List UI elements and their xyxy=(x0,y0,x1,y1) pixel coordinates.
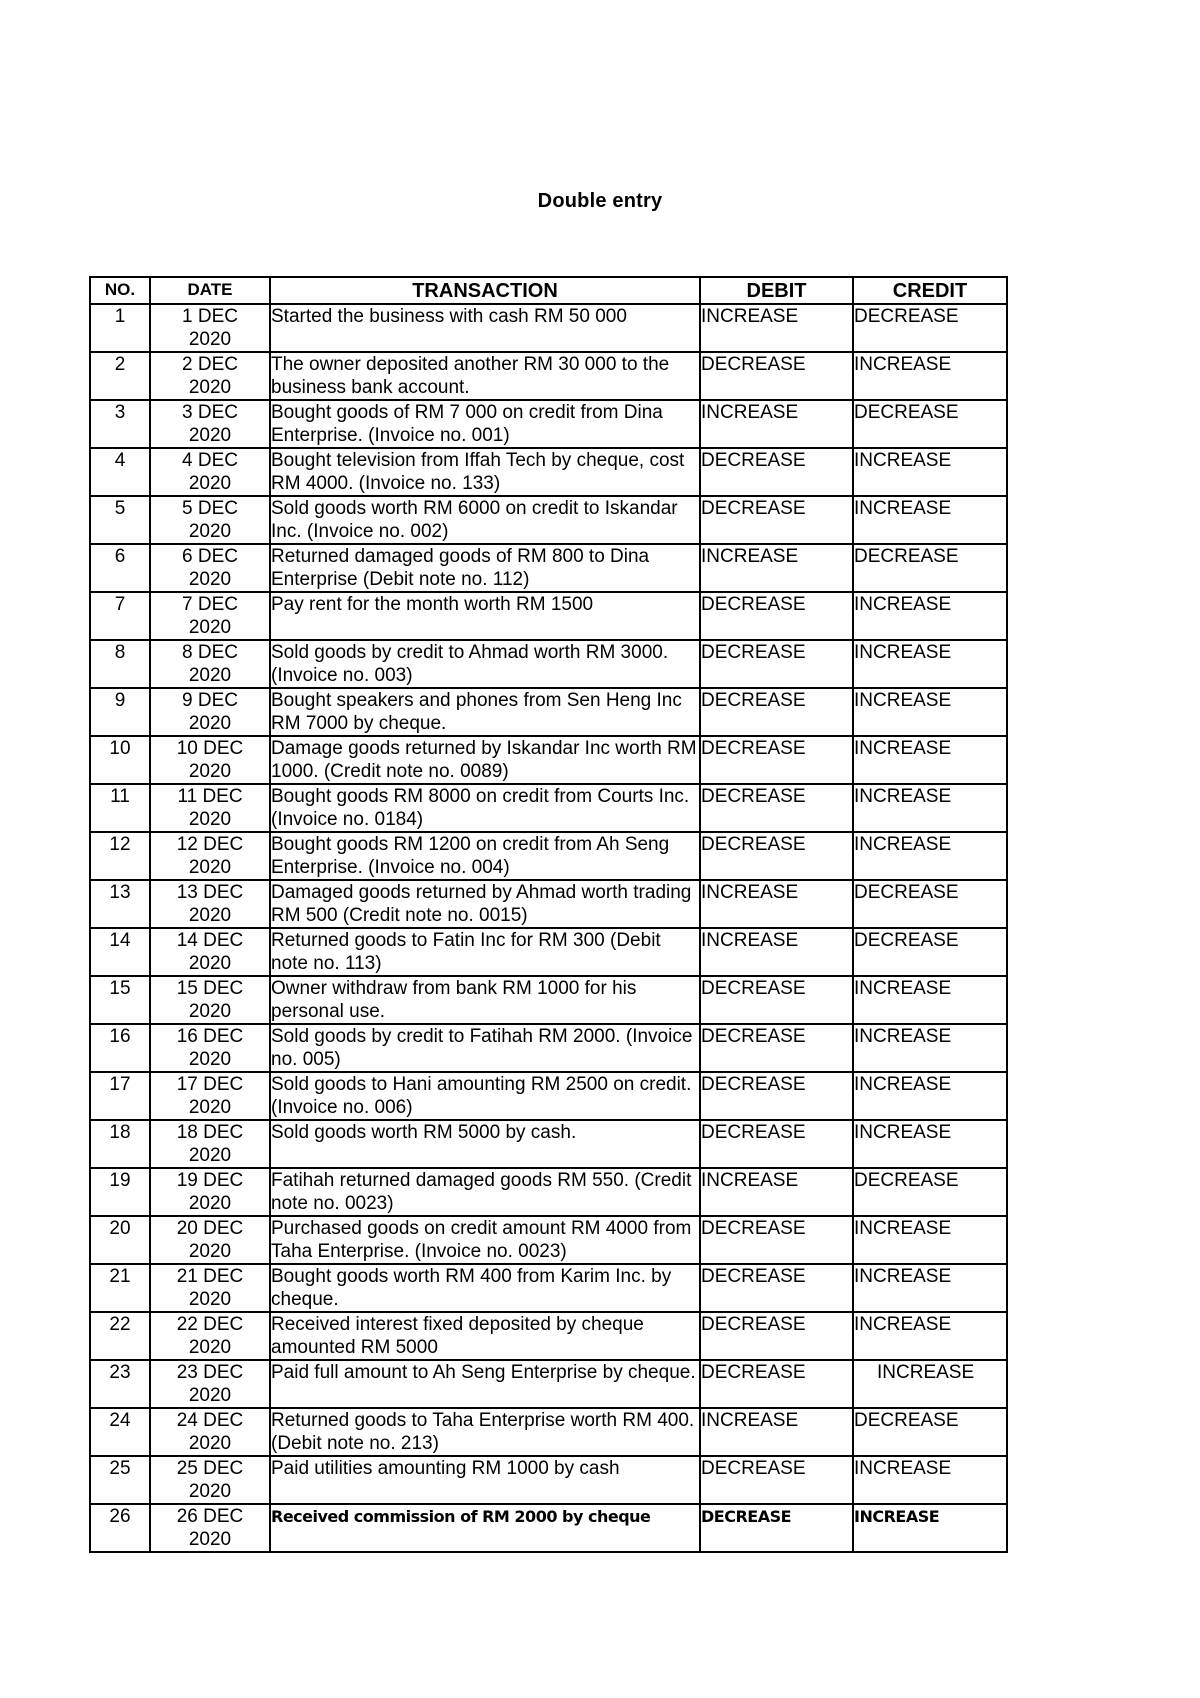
cell-debit: DECREASE xyxy=(700,640,853,688)
cell-no: 4 xyxy=(90,448,150,496)
cell-credit: INCREASE xyxy=(853,448,1007,496)
date-day: 18 DEC xyxy=(176,1122,244,1143)
cell-debit: DECREASE xyxy=(700,976,853,1024)
cell-date xyxy=(150,1168,270,1216)
cell-credit: INCREASE xyxy=(853,976,1007,1024)
date-year: 2020 xyxy=(188,425,232,446)
header-credit: CREDIT xyxy=(853,277,1007,304)
table-row xyxy=(90,976,1007,1024)
cell-transaction: Sold goods by credit to Ahmad worth RM 3000. (Invoice no. 003) xyxy=(270,640,700,688)
date-day: 3 DEC xyxy=(182,402,238,423)
cell-no: 18 xyxy=(90,1120,150,1168)
cell-transaction: Sold goods to Hani amounting RM 2500 on credit. (Invoice no. 006) xyxy=(270,1072,700,1120)
date-day: 22 DEC xyxy=(176,1314,244,1335)
cell-date xyxy=(150,1456,270,1504)
cell-debit: INCREASE xyxy=(700,928,853,976)
double-entry-table xyxy=(89,276,1008,1553)
table-row xyxy=(90,352,1007,400)
table-row xyxy=(90,640,1007,688)
cell-no: 2 xyxy=(90,352,150,400)
header-no: NO. xyxy=(90,277,150,304)
cell-transaction: Damaged goods returned by Ahmad worth trading RM 500 (Credit note no. 0015) xyxy=(270,880,700,928)
cell-transaction: The owner deposited another RM 30 000 to the business bank account. xyxy=(270,352,700,400)
cell-transaction: Damage goods returned by Iskandar Inc worth RM 1000. (Credit note no. 0089) xyxy=(270,736,700,784)
cell-credit: INCREASE xyxy=(853,1024,1007,1072)
table-row xyxy=(90,544,1007,592)
date-day: 13 DEC xyxy=(176,882,244,903)
cell-debit: DECREASE xyxy=(700,1312,853,1360)
date-year: 2020 xyxy=(188,1337,232,1358)
cell-no: 17 xyxy=(90,1072,150,1120)
cell-debit: DECREASE xyxy=(700,1216,853,1264)
cell-no: 25 xyxy=(90,1456,150,1504)
cell-credit: DECREASE xyxy=(853,928,1007,976)
cell-credit: DECREASE xyxy=(853,1408,1007,1456)
cell-date xyxy=(150,784,270,832)
header-transaction: TRANSACTION xyxy=(270,277,700,304)
cell-no: 24 xyxy=(90,1408,150,1456)
table-header-row xyxy=(90,277,1007,304)
cell-credit: DECREASE xyxy=(853,880,1007,928)
cell-transaction: Pay rent for the month worth RM 1500 xyxy=(270,592,700,640)
cell-transaction: Bought goods RM 1200 on credit from Ah Seng Enterprise. (Invoice no. 004) xyxy=(270,832,700,880)
cell-credit: INCREASE xyxy=(853,640,1007,688)
date-year: 2020 xyxy=(188,713,232,734)
cell-no: 26 xyxy=(90,1504,150,1552)
date-year: 2020 xyxy=(188,905,232,926)
cell-debit: DECREASE xyxy=(700,1072,853,1120)
table-row xyxy=(90,1216,1007,1264)
cell-no: 16 xyxy=(90,1024,150,1072)
table-row xyxy=(90,928,1007,976)
date-year: 2020 xyxy=(188,857,232,878)
cell-credit: INCREASE xyxy=(853,352,1007,400)
cell-transaction: Sold goods worth RM 6000 on credit to Iskandar Inc. (Invoice no. 002) xyxy=(270,496,700,544)
cell-credit: INCREASE xyxy=(853,1264,1007,1312)
date-day: 26 DEC xyxy=(176,1506,244,1527)
date-year: 2020 xyxy=(188,1385,232,1406)
cell-transaction: Returned damaged goods of RM 800 to Dina Enterprise (Debit note no. 112) xyxy=(270,544,700,592)
date-day: 20 DEC xyxy=(176,1218,244,1239)
cell-credit: INCREASE xyxy=(853,592,1007,640)
table-row xyxy=(90,496,1007,544)
cell-transaction: Started the business with cash RM 50 000 xyxy=(270,304,700,352)
cell-debit: DECREASE xyxy=(700,1120,853,1168)
date-year: 2020 xyxy=(188,521,232,542)
table-row xyxy=(90,304,1007,352)
table-row xyxy=(90,736,1007,784)
date-day: 4 DEC xyxy=(182,450,238,471)
table-row xyxy=(90,688,1007,736)
cell-no: 9 xyxy=(90,688,150,736)
cell-credit: INCREASE xyxy=(853,496,1007,544)
cell-no: 22 xyxy=(90,1312,150,1360)
page-title: Double entry xyxy=(537,190,663,212)
cell-date xyxy=(150,400,270,448)
cell-date xyxy=(150,352,270,400)
cell-debit: DECREASE xyxy=(700,592,853,640)
cell-transaction: Received commission of RM 2000 by cheque xyxy=(270,1504,700,1552)
date-day: 12 DEC xyxy=(176,834,244,855)
cell-no: 1 xyxy=(90,304,150,352)
cell-no: 20 xyxy=(90,1216,150,1264)
cell-transaction: Paid utilities amounting RM 1000 by cash xyxy=(270,1456,700,1504)
cell-debit: DECREASE xyxy=(700,688,853,736)
cell-no: 7 xyxy=(90,592,150,640)
table-row xyxy=(90,1024,1007,1072)
table-row xyxy=(90,1120,1007,1168)
date-year: 2020 xyxy=(188,377,232,398)
cell-credit: DECREASE xyxy=(853,1168,1007,1216)
table-row xyxy=(90,592,1007,640)
cell-no: 21 xyxy=(90,1264,150,1312)
date-day: 23 DEC xyxy=(176,1362,244,1383)
cell-debit: DECREASE xyxy=(700,1360,853,1408)
cell-credit: INCREASE xyxy=(853,1120,1007,1168)
cell-debit: INCREASE xyxy=(700,544,853,592)
cell-debit: DECREASE xyxy=(700,352,853,400)
cell-date xyxy=(150,1360,270,1408)
date-year: 2020 xyxy=(188,617,232,638)
cell-transaction: Received interest fixed deposited by cheque amounted RM 5000 xyxy=(270,1312,700,1360)
date-year: 2020 xyxy=(188,809,232,830)
table-row xyxy=(90,1312,1007,1360)
date-year: 2020 xyxy=(188,761,232,782)
date-day: 7 DEC xyxy=(182,594,238,615)
date-year: 2020 xyxy=(188,1433,232,1454)
cell-no: 11 xyxy=(90,784,150,832)
cell-credit: DECREASE xyxy=(853,304,1007,352)
cell-date xyxy=(150,640,270,688)
date-day: 21 DEC xyxy=(176,1266,244,1287)
cell-transaction: Fatihah returned damaged goods RM 550. (Credit note no. 0023) xyxy=(270,1168,700,1216)
date-year: 2020 xyxy=(188,1241,232,1262)
cell-date xyxy=(150,1216,270,1264)
cell-date xyxy=(150,736,270,784)
cell-date xyxy=(150,1312,270,1360)
cell-debit: DECREASE xyxy=(700,1504,853,1552)
cell-transaction: Returned goods to Taha Enterprise worth RM 400. (Debit note no. 213) xyxy=(270,1408,700,1456)
cell-debit: DECREASE xyxy=(700,784,853,832)
cell-no: 12 xyxy=(90,832,150,880)
date-day: 11 DEC xyxy=(177,786,243,807)
cell-credit: INCREASE xyxy=(853,1360,1007,1408)
table-row xyxy=(90,1264,1007,1312)
cell-debit: DECREASE xyxy=(700,1264,853,1312)
cell-date xyxy=(150,592,270,640)
cell-transaction: Returned goods to Fatin Inc for RM 300 (Debit note no. 113) xyxy=(270,928,700,976)
cell-debit: INCREASE xyxy=(700,1408,853,1456)
cell-date xyxy=(150,880,270,928)
date-day: 14 DEC xyxy=(176,930,244,951)
cell-debit: INCREASE xyxy=(700,304,853,352)
cell-date xyxy=(150,832,270,880)
date-year: 2020 xyxy=(188,953,232,974)
table-row xyxy=(90,1456,1007,1504)
cell-no: 6 xyxy=(90,544,150,592)
date-year: 2020 xyxy=(188,1529,232,1550)
date-year: 2020 xyxy=(188,1481,232,1502)
cell-date xyxy=(150,1504,270,1552)
date-year: 2020 xyxy=(188,1001,232,1022)
table-row xyxy=(90,880,1007,928)
date-day: 2 DEC xyxy=(182,354,238,375)
cell-credit: DECREASE xyxy=(853,400,1007,448)
date-day: 10 DEC xyxy=(176,738,244,759)
cell-debit: INCREASE xyxy=(700,880,853,928)
table-row xyxy=(90,832,1007,880)
cell-date xyxy=(150,688,270,736)
date-day: 8 DEC xyxy=(182,642,238,663)
cell-transaction: Purchased goods on credit amount RM 4000 from Taha Enterprise. (Invoice no. 0023) xyxy=(270,1216,700,1264)
date-year: 2020 xyxy=(188,1145,232,1166)
cell-transaction: Bought goods worth RM 400 from Karim Inc. by cheque. xyxy=(270,1264,700,1312)
cell-debit: INCREASE xyxy=(700,1168,853,1216)
cell-no: 5 xyxy=(90,496,150,544)
date-day: 15 DEC xyxy=(176,978,244,999)
cell-no: 8 xyxy=(90,640,150,688)
cell-date xyxy=(150,304,270,352)
date-year: 2020 xyxy=(188,665,232,686)
date-year: 2020 xyxy=(188,1049,232,1070)
date-year: 2020 xyxy=(188,1193,232,1214)
table-row xyxy=(90,1168,1007,1216)
cell-debit: DECREASE xyxy=(700,1456,853,1504)
date-year: 2020 xyxy=(188,1289,232,1310)
cell-date xyxy=(150,1120,270,1168)
cell-no: 15 xyxy=(90,976,150,1024)
table-row xyxy=(90,400,1007,448)
cell-credit: DECREASE xyxy=(853,544,1007,592)
cell-credit: INCREASE xyxy=(853,1312,1007,1360)
cell-transaction: Sold goods worth RM 5000 by cash. xyxy=(270,1120,700,1168)
cell-date xyxy=(150,976,270,1024)
cell-credit: INCREASE xyxy=(853,832,1007,880)
cell-no: 23 xyxy=(90,1360,150,1408)
cell-date xyxy=(150,1408,270,1456)
cell-debit: DECREASE xyxy=(700,496,853,544)
table-row xyxy=(90,784,1007,832)
cell-date xyxy=(150,928,270,976)
date-day: 24 DEC xyxy=(176,1410,244,1431)
cell-transaction: Bought speakers and phones from Sen Heng Inc RM 7000 by cheque. xyxy=(270,688,700,736)
cell-transaction: Paid full amount to Ah Seng Enterprise by cheque. xyxy=(270,1360,700,1408)
cell-debit: DECREASE xyxy=(700,448,853,496)
cell-no: 14 xyxy=(90,928,150,976)
cell-transaction: Bought goods of RM 7 000 on credit from Dina Enterprise. (Invoice no. 001) xyxy=(270,400,700,448)
cell-credit: INCREASE xyxy=(853,688,1007,736)
date-year: 2020 xyxy=(188,569,232,590)
table-body xyxy=(90,304,1007,1552)
cell-date xyxy=(150,1072,270,1120)
table-row xyxy=(90,1360,1007,1408)
date-day: 16 DEC xyxy=(176,1026,244,1047)
date-day: 5 DEC xyxy=(182,498,238,519)
date-year: 2020 xyxy=(188,1097,232,1118)
cell-no: 10 xyxy=(90,736,150,784)
cell-credit: INCREASE xyxy=(853,1456,1007,1504)
cell-transaction: Bought goods RM 8000 on credit from Courts Inc. (Invoice no. 0184) xyxy=(270,784,700,832)
cell-date xyxy=(150,496,270,544)
cell-date xyxy=(150,544,270,592)
cell-credit: INCREASE xyxy=(853,1504,1007,1552)
table-row xyxy=(90,448,1007,496)
table-row xyxy=(90,1408,1007,1456)
cell-no: 3 xyxy=(90,400,150,448)
date-day: 6 DEC xyxy=(182,546,238,567)
cell-debit: DECREASE xyxy=(700,1024,853,1072)
cell-credit: INCREASE xyxy=(853,1216,1007,1264)
table-row xyxy=(90,1504,1007,1552)
date-day: 9 DEC xyxy=(182,690,238,711)
header-debit: DEBIT xyxy=(700,277,853,304)
cell-transaction: Bought television from Iffah Tech by cheque, cost RM 4000. (Invoice no. 133) xyxy=(270,448,700,496)
cell-transaction: Owner withdraw from bank RM 1000 for his personal use. xyxy=(270,976,700,1024)
cell-debit: DECREASE xyxy=(700,832,853,880)
date-year: 2020 xyxy=(188,329,232,350)
date-day: 17 DEC xyxy=(176,1074,244,1095)
cell-credit: INCREASE xyxy=(853,736,1007,784)
date-year: 2020 xyxy=(188,473,232,494)
cell-date xyxy=(150,448,270,496)
cell-date xyxy=(150,1264,270,1312)
date-day: 1 DEC xyxy=(182,306,238,327)
cell-no: 13 xyxy=(90,880,150,928)
date-day: 19 DEC xyxy=(176,1170,244,1191)
cell-credit: INCREASE xyxy=(853,784,1007,832)
date-day: 25 DEC xyxy=(176,1458,244,1479)
cell-debit: INCREASE xyxy=(700,400,853,448)
cell-transaction: Sold goods by credit to Fatihah RM 2000. (Invoice no. 005) xyxy=(270,1024,700,1072)
cell-no: 19 xyxy=(90,1168,150,1216)
cell-debit: DECREASE xyxy=(700,736,853,784)
table-row xyxy=(90,1072,1007,1120)
cell-credit: INCREASE xyxy=(853,1072,1007,1120)
cell-date xyxy=(150,1024,270,1072)
header-date: DATE xyxy=(150,277,270,304)
